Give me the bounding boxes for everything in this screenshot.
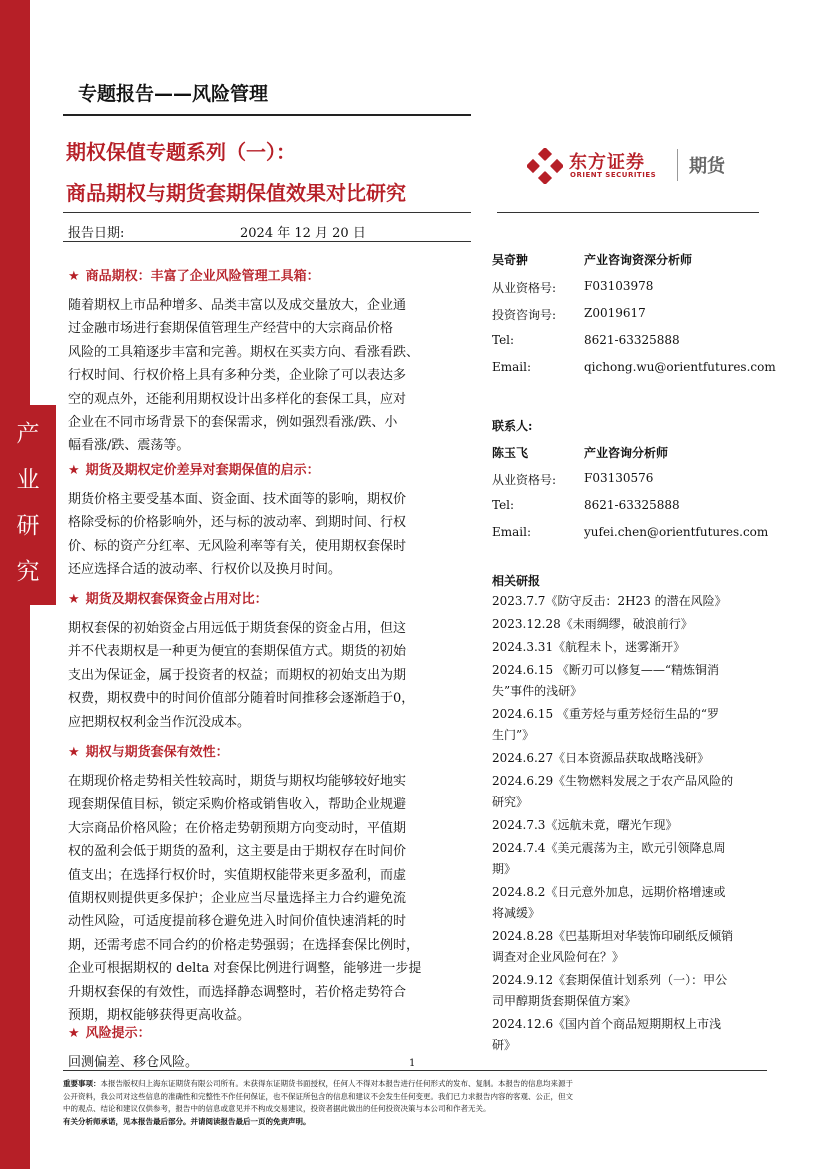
related-report-link[interactable] <box>492 970 767 1012</box>
analyst-name: 吴奇翀 <box>492 253 529 267</box>
report-date-value: 2024 年 12 月 20 日 <box>240 226 366 241</box>
star-icon: ★ <box>68 745 80 760</box>
related-report-link[interactable] <box>492 771 767 813</box>
related-report-line: 司甲醇期货套期保值方案》 <box>492 994 637 1008</box>
disclaimer <box>63 1078 769 1128</box>
related-report-line: 期》 <box>492 862 517 876</box>
field-value: 8621-63325888 <box>584 333 680 347</box>
disclaimer-line: 本报告版权归上海东证期货有限公司所有。未获得东证期货书面授权，任何人不得对本报告进行任何形式的发布、复制。本报告的信息均来源于 <box>100 1079 573 1088</box>
related-report-link[interactable] <box>492 614 767 635</box>
field-value: F03103978 <box>584 279 654 293</box>
related-report-line: 2024.7.4《美元震荡为主，欧元引领降息周 <box>492 841 726 855</box>
related-report-link[interactable] <box>492 838 767 880</box>
paragraph-line: 价、标的资产分红率、无风险利率等有关，使用期权套保时 <box>68 538 407 554</box>
paragraph-line: 空的观点外，还能利用期权设计出多样化的套保工具，应对 <box>68 391 407 407</box>
star-icon: ★ <box>68 269 80 284</box>
related-report-line: 将减缓》 <box>492 906 541 920</box>
paragraph-line: 企业可根据期权的 delta 对套保比例进行调整，能够进一步提 <box>68 961 422 977</box>
related-report-link[interactable] <box>492 815 767 836</box>
related-report-link[interactable] <box>492 1014 767 1056</box>
important-label: 重要事项： <box>63 1079 101 1088</box>
section-heading <box>68 1022 151 1041</box>
report-title-line2: 商品期权与期货套期保值效果对比研究 <box>66 181 406 205</box>
section-paragraph <box>68 488 451 582</box>
divider <box>497 212 759 213</box>
analyst-title: 产业咨询资深分析师 <box>584 253 693 267</box>
contact-email[interactable]: yufei.chen@orientfutures.com <box>584 525 769 539</box>
logo-futures-label: 期货 <box>689 156 725 177</box>
related-report-link[interactable] <box>492 882 767 924</box>
report-title-line1: 期权保值专题系列（一）： <box>66 140 296 164</box>
section-heading-text: 期货及期权套保资金占用对比： <box>85 592 268 607</box>
logo-chinese-name: 东方证券 <box>569 152 645 173</box>
paragraph-line: 值期权则提供更多保护；企业应当尽量选择主力合约避免流 <box>68 891 407 907</box>
section-heading-text: 期权与期货套保有效性： <box>85 745 229 760</box>
related-report-link[interactable] <box>492 926 767 968</box>
page-number: 1 <box>409 1058 416 1069</box>
side-label-char: 究 <box>16 559 40 585</box>
field-value: F03130576 <box>584 471 654 485</box>
disclaimer-line: 公开资料，我公司对这些信息的准确性和完整性不作任何保证，也不保证所包含的信息和建议不会发生任何变更。我们已力求报告内容的客观、公正，但文 <box>63 1091 573 1101</box>
paragraph-line: 期，还需考虑不同合约的价格走势强弱；在选择套保比例时， <box>68 937 420 953</box>
related-report-line: 2024.3.31《航程未卜，迷雾渐开》 <box>492 640 686 654</box>
paragraph-line: 期货价格主要受基本面、资金面、技术面等的影响，期权价 <box>68 492 407 507</box>
related-report-link[interactable] <box>492 637 767 658</box>
related-report-line: 2024.7.3《远航未竟，曙光乍现》 <box>492 818 678 832</box>
paragraph-line: 回测偏差、移仓风险。 <box>68 1055 199 1070</box>
logo-divider <box>677 149 678 181</box>
related-report-link[interactable] <box>492 748 767 769</box>
paragraph-line: 升期权套保的有效性，而选择静态调整时，若价格走势符合 <box>68 984 407 1000</box>
disclaimer-line: 中的观点、结论和建议仅供参考，报告中的信息或意见并不构成交易建议，投资者据此做出的任何投资决策与本公司和作者无关。 <box>63 1104 491 1113</box>
related-report-link[interactable] <box>492 704 767 746</box>
related-report-line: 生门”》 <box>492 728 535 742</box>
field-label: Email: <box>492 525 532 539</box>
contact-name: 陈玉飞 <box>492 446 529 460</box>
report-date-label: 报告日期: <box>68 226 125 241</box>
section-heading <box>68 265 320 284</box>
related-report-line: 2024.8.2《日元意外加息，远期价格增速或 <box>492 885 726 899</box>
paragraph-line: 幅看涨/跌、震荡等。 <box>68 438 190 454</box>
logo-english-name: ORIENT SECURITIES <box>570 171 657 179</box>
paragraph-line: 并不代表期权是一种更为便宜的套期保值方式。期货的初始 <box>68 644 407 660</box>
analyst-commitment-note: 有关分析师承诺，见本报告最后部分。并请阅读报告最后一页的免责声明。 <box>63 1116 311 1126</box>
related-report-line: 2024.8.28《巴基斯坦对华装饰印刷纸反倾销 <box>492 929 734 943</box>
contact-label: 联系人: <box>492 419 533 433</box>
report-category-title: 专题报告——风险管理 <box>78 83 269 105</box>
paragraph-line: 还应选择合适的波动率、行权价以及换月时间。 <box>68 562 342 578</box>
related-report-link[interactable] <box>492 591 767 612</box>
analyst-email[interactable]: qichong.wu@orientfutures.com <box>584 360 776 374</box>
star-icon: ★ <box>68 592 80 607</box>
paragraph-line: 期权套保的初始资金占用远低于期货套保的资金占用，但这 <box>68 621 407 636</box>
paragraph-line: 在期现价格走势相关性较高时，期货与期权均能够较好地实 <box>68 774 407 789</box>
related-report-line: 调查对企业风险何在？》 <box>492 950 625 964</box>
related-report-line: 研究》 <box>492 795 529 809</box>
section-paragraph <box>68 294 451 458</box>
orient-logo-icon <box>527 148 563 184</box>
section-heading <box>68 741 229 760</box>
paragraph-line: 权的盈利会低于期货的盈利，这主要是由于期权存在时间价 <box>68 844 407 860</box>
orient-securities-logo <box>527 146 762 186</box>
paragraph-line: 格除受标的价格影响外，还与标的波动率、到期时间、行权 <box>68 515 407 531</box>
side-label-industry-research <box>0 405 56 605</box>
related-report-line: 2024.9.12《套期保值计划系列（一）：甲公 <box>492 973 728 987</box>
field-value: 8621-63325888 <box>584 498 680 512</box>
paragraph-line: 过金融市场进行套期保值管理生产经营中的大宗商品价格 <box>68 321 394 337</box>
section-heading-text: 风险提示： <box>85 1026 151 1041</box>
related-report-line: 2023.7.7《防守反击：2H23 的潜在风险》 <box>492 594 727 608</box>
paragraph-line: 现套期保值目标，锁定采购价格或销售收入，帮助企业规避 <box>68 797 407 813</box>
divider <box>63 1070 767 1071</box>
related-report-line: 失”事件的浅研》 <box>492 684 583 698</box>
side-label-char: 研 <box>16 513 40 539</box>
section-paragraph <box>68 617 451 734</box>
related-report-line: 研》 <box>492 1038 517 1052</box>
field-label: Tel: <box>492 333 515 347</box>
related-report-line: 2024.12.6《国内首个商品短期期权上市浅 <box>492 1017 722 1031</box>
related-report-line: 2024.6.15 《断刃可以修复——“精炼铜消 <box>492 663 720 677</box>
star-icon: ★ <box>68 1026 80 1041</box>
paragraph-line: 值支出；在选择行权价时，实值期权能带来更多盈利，而虚 <box>68 867 407 883</box>
related-report-line: 2024.6.15 《重芳烃与重芳烃衍生品的“罗 <box>492 707 720 721</box>
section-heading <box>68 459 320 478</box>
contact-title: 产业咨询分析师 <box>584 446 669 460</box>
divider <box>63 241 471 242</box>
field-label: Tel: <box>492 498 515 512</box>
paragraph-line: 权费，期权费中的时间价值部分随着时间推移会逐渐趋于0， <box>68 691 415 707</box>
field-label: 投资咨询号: <box>492 308 557 322</box>
field-value: Z0019617 <box>584 306 646 320</box>
divider <box>63 212 471 213</box>
related-reports-heading: 相关研报 <box>492 574 541 588</box>
paragraph-line: 风险的工具箱逐步丰富和完善。期权在买卖方向、看涨看跌、 <box>68 344 420 360</box>
paragraph-line: 随着期权上市品种增多、品类丰富以及成交量放大，企业通 <box>68 298 407 313</box>
field-label: 从业资格号: <box>492 473 557 487</box>
paragraph-line: 支出为保证金，属于投资者的权益；而期权的初始支出为期 <box>68 667 407 683</box>
paragraph-line: 行权时间、行权价格上具有多种分类，企业除了可以表达多 <box>68 368 407 384</box>
paragraph-line: 预期，期权能够获得更高收益。 <box>68 1008 251 1024</box>
section-heading-text: 商品期权：丰富了企业风险管理工具箱： <box>85 269 320 284</box>
section-heading-text: 期货及期权定价差异对套期保值的启示： <box>85 463 320 478</box>
divider <box>63 114 471 116</box>
side-label-char: 业 <box>16 467 40 493</box>
side-label-char: 产 <box>16 421 40 447</box>
related-report-line: 2023.12.28《未雨绸缪，破浪前行》 <box>492 617 693 631</box>
field-label: 从业资格号: <box>492 281 557 295</box>
star-icon: ★ <box>68 463 80 478</box>
paragraph-line: 应把期权权利金当作沉没成本。 <box>68 714 251 730</box>
related-report-link[interactable] <box>492 660 767 702</box>
paragraph-line: 企业在不同市场背景下的套保需求，例如强烈看涨/跌、小 <box>68 415 398 431</box>
related-report-line: 2024.6.29《生物燃料发展之于农产品风险的 <box>492 774 734 788</box>
paragraph-line: 动性风险，可适度提前移仓避免进入时间价值快速消耗的时 <box>68 914 407 930</box>
related-report-line: 2024.6.27《日本资源品获取战略浅研》 <box>492 751 710 765</box>
section-heading <box>68 588 268 607</box>
field-label: Email: <box>492 360 532 374</box>
section-paragraph <box>68 770 451 1027</box>
paragraph-line: 大宗商品价格风险；在价格走势朝预期方向变动时，平值期 <box>68 820 407 836</box>
